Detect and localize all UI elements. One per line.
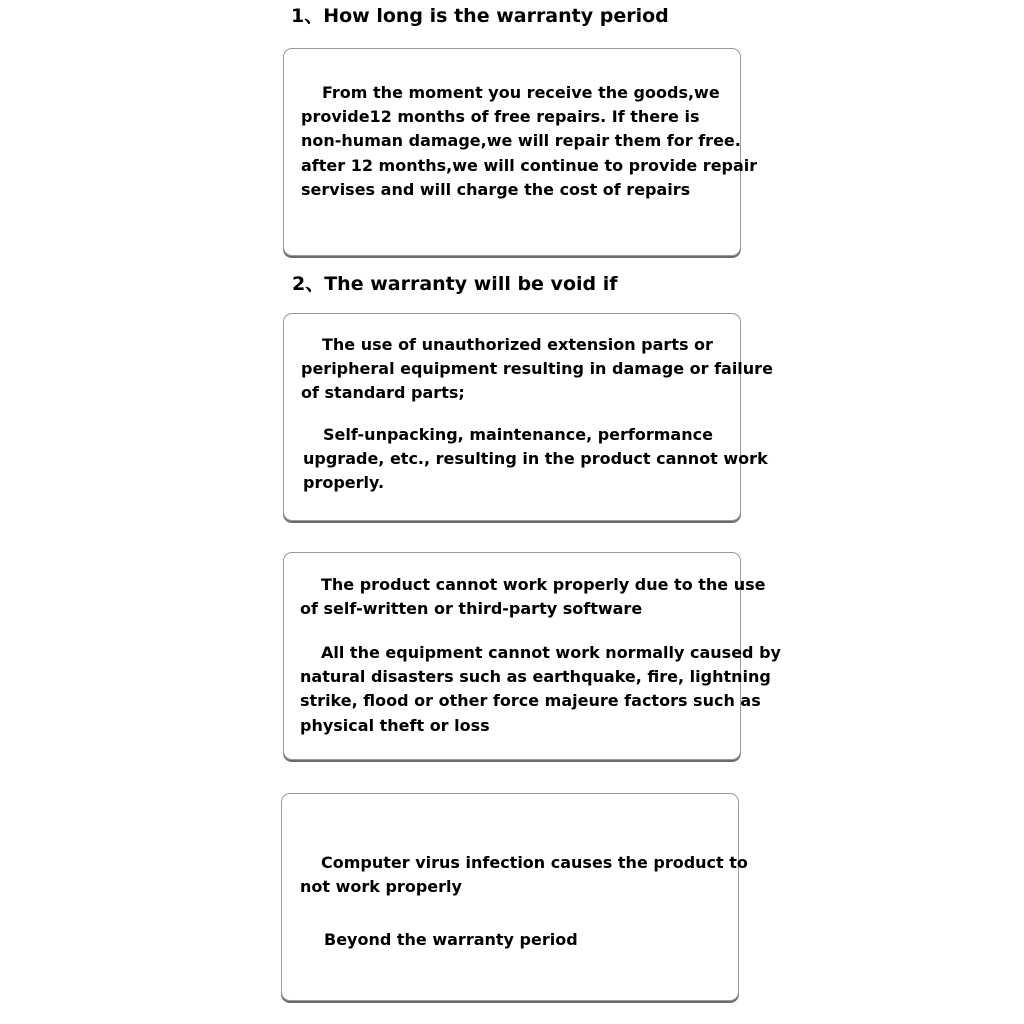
paragraph-line: strike, flood or other force majeure factors such as (300, 691, 761, 711)
warranty-period-paragraph (301, 81, 757, 202)
virus-infection-paragraph (300, 851, 748, 899)
natural-disasters-paragraph (300, 641, 781, 738)
beyond-warranty-paragraph (324, 928, 578, 952)
paragraph-line: natural disasters such as earthquake, fire, lightning (300, 667, 771, 687)
paragraph-line: All the equipment cannot work normally caused by (321, 643, 781, 662)
paragraph-line: of standard parts; (301, 383, 465, 403)
paragraph-line: Computer virus infection causes the product to (321, 853, 748, 872)
paragraph-line: non-human damage,we will repair them for free. (301, 131, 741, 151)
void-conditions-card-1 (283, 313, 773, 521)
paragraph-line: From the moment you receive the goods,we (322, 83, 720, 102)
section-2-heading: 2、The warranty will be void if (292, 273, 618, 295)
self-unpacking-paragraph (303, 423, 768, 496)
paragraph-line: physical theft or loss (300, 715, 490, 735)
void-conditions-card-3 (281, 793, 748, 1001)
paragraph-line: Beyond the warranty period (324, 930, 578, 949)
unauthorized-parts-paragraph (301, 333, 773, 406)
section-1-heading: 1、How long is the warranty period (291, 5, 669, 27)
paragraph-line: properly. (303, 473, 385, 493)
warranty-period-card (283, 48, 758, 256)
paragraph-line: Self-unpacking, maintenance, performance (323, 425, 713, 444)
paragraph-line: of self-written or third-party software (300, 599, 643, 619)
third-party-software-paragraph (300, 573, 765, 621)
paragraph-line: peripheral equipment resulting in damage or failure (301, 359, 773, 379)
void-conditions-card-2 (283, 552, 781, 760)
paragraph-line: servises and will charge the cost of repairs (301, 179, 691, 199)
paragraph-line: upgrade, etc., resulting in the product cannot work (303, 449, 768, 469)
paragraph-line: The use of unauthorized extension parts or (322, 335, 713, 354)
paragraph-line: not work properly (300, 877, 462, 897)
paragraph-line: The product cannot work properly due to the use (321, 575, 766, 594)
paragraph-line: provide12 months of free repairs. If there is (301, 107, 700, 127)
paragraph-line: after 12 months,we will continue to provide repair (301, 155, 758, 175)
